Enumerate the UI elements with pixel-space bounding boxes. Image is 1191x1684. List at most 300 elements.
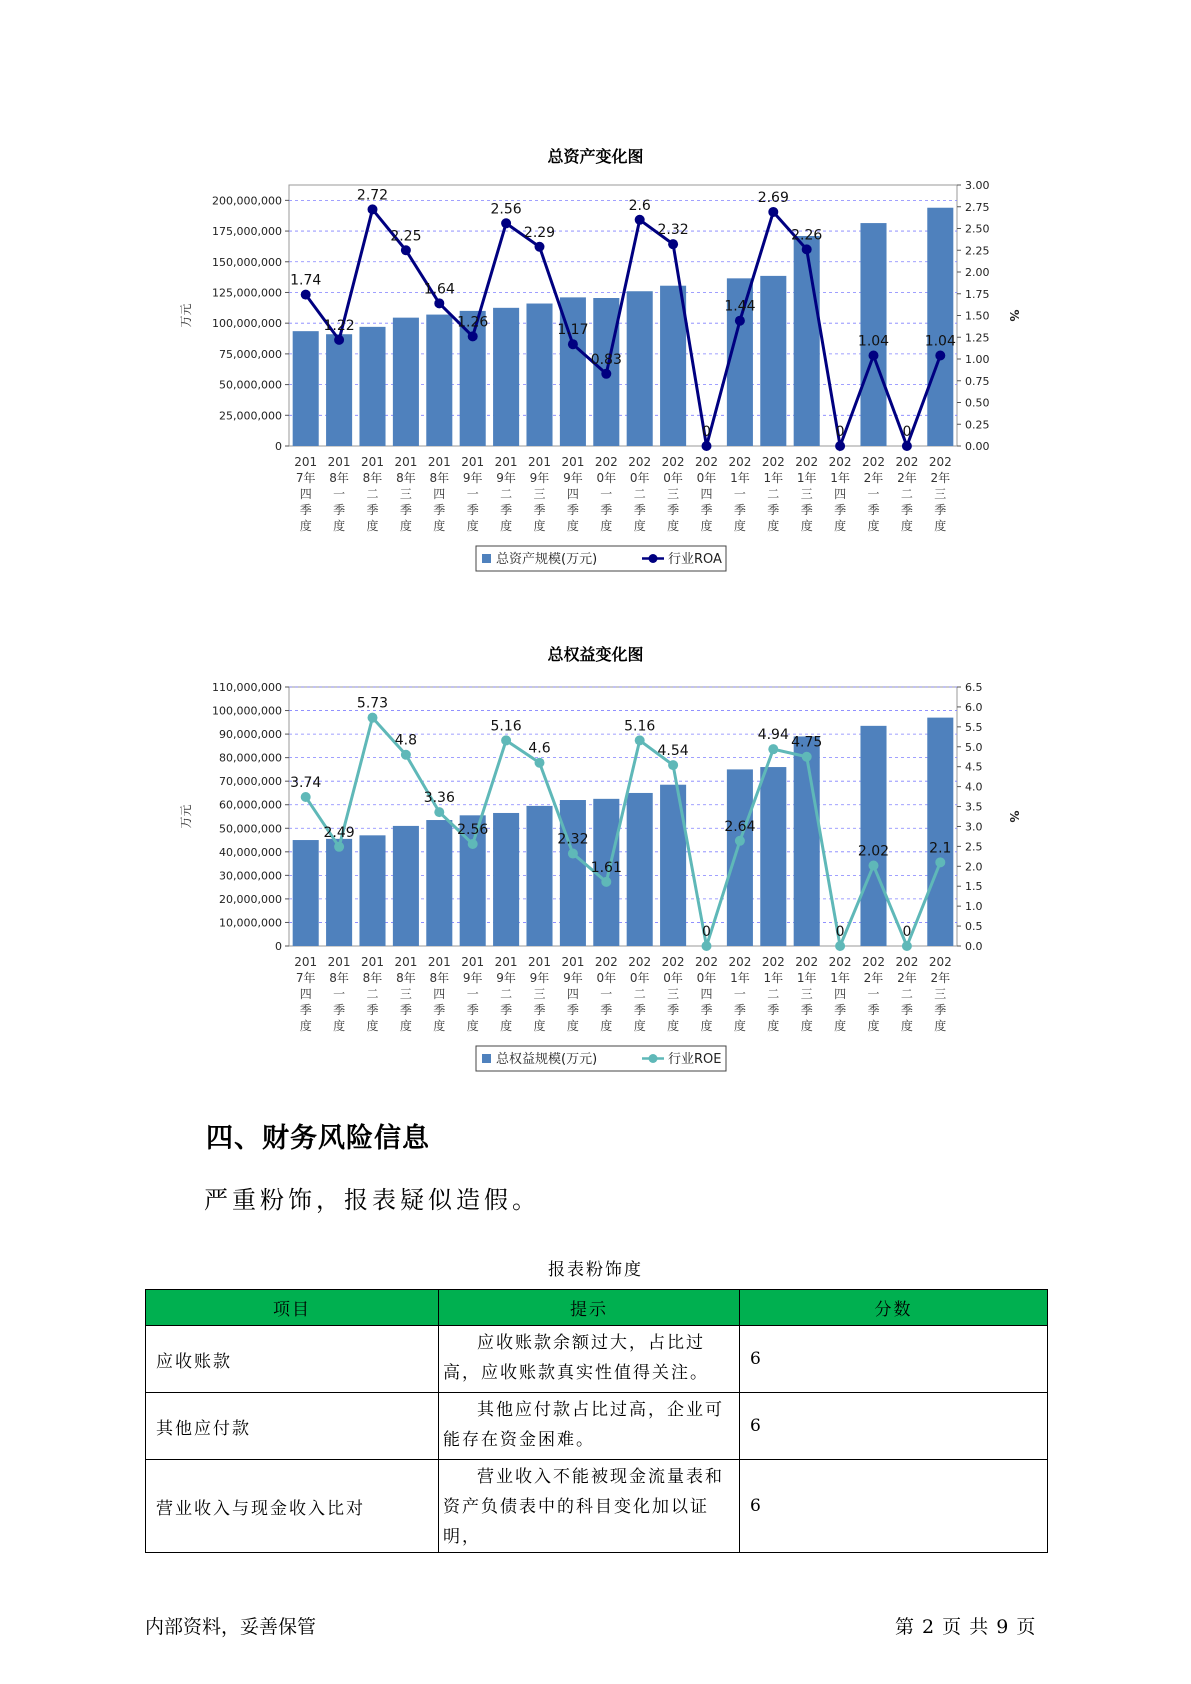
data-label: 2.6 [628, 197, 651, 214]
x-tick-label: 0年 [696, 471, 717, 485]
y-tick-label: 50,000,000 [219, 378, 282, 392]
risk-table [145, 1289, 1048, 1553]
row-score: 6 [740, 1326, 1048, 1393]
x-tick-label: 201 [394, 955, 418, 969]
bar [560, 800, 586, 946]
x-tick-label: 8年 [362, 971, 383, 985]
data-label: 5.73 [356, 695, 389, 712]
x-tick-label: 202 [828, 955, 852, 969]
x-tick-label: 季 [399, 1003, 412, 1017]
data-label: 4.75 [791, 734, 823, 751]
x-tick-label: 四 [433, 487, 446, 501]
x-tick-label: 2年 [863, 971, 884, 985]
x-tick-label: 8年 [329, 971, 349, 985]
x-tick-label: 0年 [596, 971, 617, 985]
x-tick-label: 度 [399, 519, 412, 533]
x-tick-label: 201 [427, 955, 451, 969]
x-tick-label: 0年 [629, 471, 650, 485]
table-row [146, 1326, 1048, 1393]
x-tick-label: 季 [934, 503, 947, 517]
y-tick-label: 20,000,000 [219, 892, 282, 906]
x-tick-label: 季 [600, 503, 613, 517]
y2-axis-label: % [1007, 309, 1021, 322]
data-label: 2.26 [791, 227, 823, 244]
header-hint: 提示 [439, 1290, 740, 1326]
x-tick-label: 一 [867, 987, 880, 1001]
x-tick-label: 季 [800, 1003, 813, 1017]
line-point [902, 941, 912, 951]
bar [794, 736, 820, 946]
x-tick-label: 201 [461, 455, 485, 469]
line-point [434, 807, 444, 817]
x-tick-label: 201 [528, 455, 551, 469]
x-tick-label: 度 [533, 1019, 546, 1033]
data-label: 2.49 [323, 824, 355, 841]
row-hint: 营业收入不能被现金流量表和资产负债表中的科目变化加以证明， [439, 1460, 740, 1553]
line-point [768, 744, 778, 754]
line-point [535, 758, 545, 768]
x-tick-label: 0年 [663, 471, 683, 485]
x-tick-label: 201 [294, 455, 318, 469]
x-tick-label: 0年 [696, 971, 717, 985]
x-tick-label: 201 [561, 455, 585, 469]
bar [727, 769, 753, 946]
x-tick-label: 202 [828, 455, 852, 469]
bar [293, 840, 319, 946]
data-label: 2.64 [724, 818, 756, 835]
x-tick-label: 202 [695, 455, 718, 469]
x-tick-label: 三 [934, 487, 947, 501]
x-tick-label: 季 [767, 1003, 780, 1017]
y-tick-label: 150,000,000 [212, 255, 282, 269]
x-tick-label: 度 [767, 1019, 780, 1033]
header-score: 分数 [740, 1290, 1048, 1326]
x-tick-label: 一 [466, 487, 479, 501]
x-tick-label: 1年 [830, 971, 850, 985]
y2-tick-label: 0.5 [965, 920, 983, 934]
x-tick-label: 三 [800, 487, 813, 501]
data-label: 2.02 [857, 843, 890, 860]
bar [359, 835, 385, 946]
y-tick-label: 110,000,000 [212, 681, 282, 694]
x-tick-label: 9年 [462, 471, 483, 485]
x-tick-label: 季 [633, 1003, 646, 1017]
line-point [468, 839, 478, 849]
x-tick-label: 9年 [563, 971, 583, 985]
x-tick-label: 201 [494, 455, 518, 469]
data-label: 4.54 [657, 743, 689, 760]
x-tick-label: 四 [299, 487, 312, 501]
x-tick-label: 季 [733, 1003, 746, 1017]
x-tick-label: 二 [366, 487, 379, 501]
bar [293, 331, 319, 446]
y2-tick-label: 0.00 [965, 440, 990, 453]
x-tick-label: 202 [895, 455, 919, 469]
line-point [768, 207, 778, 217]
data-label: 2.29 [523, 224, 556, 241]
data-label: 1.44 [724, 298, 756, 315]
x-tick-label: 0年 [596, 471, 617, 485]
x-tick-label: 度 [733, 1019, 746, 1033]
x-tick-label: 季 [466, 1003, 479, 1017]
data-label: 2.69 [757, 189, 789, 206]
x-tick-label: 三 [399, 487, 412, 501]
data-label: 0 [702, 924, 711, 940]
x-tick-label: 1年 [830, 471, 850, 485]
data-label: 1.17 [557, 322, 589, 339]
table-row [146, 1393, 1048, 1460]
y-tick-label: 50,000,000 [219, 822, 282, 836]
x-tick-label: 季 [667, 1003, 680, 1017]
x-tick-label: 季 [566, 503, 579, 517]
x-tick-label: 季 [633, 503, 646, 517]
x-tick-label: 季 [333, 1003, 346, 1017]
chart2-title: 总权益变化图 [547, 645, 644, 664]
x-tick-label: 9年 [563, 471, 583, 485]
x-tick-label: 201 [394, 455, 418, 469]
x-tick-label: 季 [366, 1003, 379, 1017]
y-tick-label: 0 [275, 940, 282, 953]
x-tick-label: 季 [867, 503, 880, 517]
line-point [668, 760, 678, 770]
x-tick-label: 季 [299, 1003, 312, 1017]
line-point [735, 316, 745, 326]
x-tick-label: 202 [928, 955, 952, 969]
x-tick-label: 9年 [529, 471, 550, 485]
x-tick-label: 度 [533, 519, 546, 533]
row-score: 6 [740, 1460, 1048, 1553]
row-hint: 其他应付款占比过高，企业可能存在资金困难。 [439, 1393, 740, 1460]
x-tick-label: 2年 [930, 971, 951, 985]
legend-bar-swatch [482, 1054, 491, 1063]
line-point [735, 836, 745, 846]
legend-bar-label: 总权益规模(万元) [496, 1052, 598, 1067]
y2-tick-label: 0.25 [965, 418, 990, 432]
section-paragraph: 严重粉饰，报表疑似造假。 [204, 1186, 540, 1214]
bar [794, 236, 820, 446]
data-label: 2.56 [457, 821, 489, 838]
row-item: 营业收入与现金收入比对 [146, 1460, 439, 1553]
x-tick-label: 202 [862, 955, 885, 969]
y2-tick-label: 2.5 [965, 840, 983, 854]
line-point [835, 941, 845, 951]
line-point [401, 750, 411, 760]
y2-tick-label: 1.25 [965, 331, 990, 345]
line-point [334, 842, 344, 852]
bar [326, 839, 352, 946]
line-point [334, 335, 344, 345]
x-tick-label: 度 [399, 1019, 412, 1033]
line-point [368, 713, 378, 723]
x-tick-label: 三 [667, 987, 680, 1001]
x-tick-label: 四 [834, 987, 847, 1001]
line-point [668, 239, 678, 249]
y2-tick-label: 1.5 [965, 880, 983, 894]
data-label: 1.04 [924, 333, 956, 350]
line-point [368, 204, 378, 214]
x-tick-label: 7年 [295, 471, 316, 485]
x-tick-label: 度 [633, 1019, 646, 1033]
x-tick-label: 202 [628, 455, 652, 469]
x-tick-label: 度 [700, 1019, 713, 1033]
x-tick-label: 度 [934, 1019, 947, 1033]
x-tick-label: 四 [700, 987, 713, 1001]
x-tick-label: 季 [767, 503, 780, 517]
x-tick-label: 度 [299, 1019, 312, 1033]
x-tick-label: 9年 [462, 971, 483, 985]
line-point [902, 441, 912, 451]
line-point [935, 351, 945, 361]
x-tick-label: 一 [466, 987, 479, 1001]
data-label: 0 [835, 424, 845, 440]
y2-tick-label: 2.0 [965, 860, 983, 874]
legend-line-marker [649, 1054, 658, 1063]
x-tick-label: 季 [900, 503, 913, 517]
bar [660, 286, 686, 446]
x-tick-label: 度 [900, 1019, 913, 1033]
data-label: 2.1 [929, 840, 952, 857]
y-tick-label: 125,000,000 [212, 286, 282, 300]
x-tick-label: 2年 [897, 471, 917, 485]
bar [493, 813, 519, 946]
x-tick-label: 度 [733, 519, 746, 533]
data-label: 2.56 [490, 201, 522, 218]
x-tick-label: 二 [633, 487, 646, 501]
y2-tick-label: 2.00 [965, 266, 990, 279]
x-tick-label: 度 [800, 519, 813, 533]
x-tick-label: 度 [633, 519, 646, 533]
data-label: 0.83 [590, 351, 622, 368]
x-tick-label: 季 [667, 503, 680, 517]
bar [359, 327, 385, 446]
x-tick-label: 201 [294, 955, 318, 969]
bar [760, 276, 786, 446]
y2-tick-label: 2.25 [965, 244, 990, 258]
x-tick-label: 202 [761, 955, 785, 969]
y-tick-label: 60,000,000 [219, 798, 282, 812]
x-tick-label: 季 [800, 503, 813, 517]
y-tick-label: 30,000,000 [219, 869, 282, 883]
header-item: 项目 [146, 1290, 439, 1326]
x-tick-label: 202 [728, 955, 752, 969]
x-tick-label: 8年 [396, 971, 416, 985]
x-tick-label: 9年 [496, 971, 516, 985]
y-tick-label: 175,000,000 [212, 225, 282, 239]
y2-tick-label: 5.5 [965, 720, 983, 734]
x-tick-label: 9年 [496, 471, 516, 485]
x-tick-label: 三 [934, 987, 947, 1001]
x-tick-label: 季 [834, 503, 847, 517]
y2-tick-label: 0.75 [965, 374, 990, 388]
bar [927, 718, 953, 946]
x-tick-label: 一 [333, 987, 346, 1001]
y-tick-label: 0 [275, 440, 282, 453]
x-tick-label: 一 [733, 487, 746, 501]
x-tick-label: 三 [800, 987, 813, 1001]
x-tick-label: 201 [461, 955, 485, 969]
data-label: 5.16 [624, 718, 656, 735]
x-tick-label: 度 [466, 519, 479, 533]
x-tick-label: 度 [366, 1019, 379, 1033]
x-tick-label: 2年 [930, 471, 951, 485]
y2-axis-label: % [1007, 810, 1021, 823]
x-tick-label: 四 [834, 487, 847, 501]
x-tick-label: 四 [566, 987, 579, 1001]
data-label: 2.25 [390, 228, 422, 245]
x-tick-label: 201 [327, 455, 351, 469]
y-axis-label: 万元 [179, 804, 193, 829]
legend-line-marker [649, 554, 658, 563]
x-tick-label: 四 [566, 487, 579, 501]
y2-tick-label: 1.00 [965, 353, 990, 366]
line-point [869, 351, 879, 361]
y2-tick-label: 4.0 [965, 780, 983, 794]
y2-tick-label: 1.75 [965, 287, 990, 301]
data-label: 4.94 [757, 727, 789, 744]
bar [493, 308, 519, 446]
line-point [635, 735, 645, 745]
x-tick-label: 季 [867, 1003, 880, 1017]
x-tick-label: 8年 [396, 471, 416, 485]
x-tick-label: 季 [733, 503, 746, 517]
x-tick-label: 202 [862, 455, 885, 469]
line-point [401, 245, 411, 255]
x-tick-label: 1年 [763, 471, 784, 485]
x-tick-label: 2年 [863, 471, 884, 485]
x-tick-label: 1年 [796, 471, 817, 485]
data-label: 1.22 [323, 317, 355, 334]
line-point [501, 735, 511, 745]
x-tick-label: 二 [900, 987, 913, 1001]
x-tick-label: 1年 [763, 971, 784, 985]
x-tick-label: 季 [533, 503, 546, 517]
legend-bar-label: 总资产规模(万元) [496, 552, 598, 567]
x-tick-label: 季 [600, 1003, 613, 1017]
x-tick-label: 三 [533, 487, 546, 501]
x-tick-label: 季 [500, 1003, 513, 1017]
line-point [535, 242, 545, 252]
bar [627, 793, 653, 946]
x-tick-label: 202 [594, 455, 618, 469]
data-label: 2.72 [356, 187, 389, 204]
x-tick-label: 201 [361, 455, 384, 469]
x-tick-label: 201 [327, 955, 351, 969]
y2-tick-label: 3.00 [965, 179, 990, 192]
x-tick-label: 8年 [429, 971, 450, 985]
x-tick-label: 二 [500, 487, 513, 501]
legend-line-label: 行业ROA [668, 552, 722, 567]
data-label: 4.8 [394, 732, 418, 749]
x-tick-label: 二 [633, 987, 646, 1001]
data-label: 2.32 [657, 222, 689, 239]
data-label: 4.6 [528, 740, 551, 757]
bar [393, 826, 419, 946]
x-tick-label: 202 [795, 455, 819, 469]
data-label: 1.04 [857, 333, 890, 350]
line-point [835, 441, 845, 451]
x-tick-label: 201 [528, 955, 551, 969]
line-point [301, 290, 311, 300]
x-tick-label: 8年 [329, 471, 349, 485]
x-tick-label: 季 [900, 1003, 913, 1017]
y2-tick-label: 3.5 [965, 800, 983, 814]
footer-confidential: 内部资料，妥善保管 [145, 1616, 317, 1638]
y2-tick-label: 4.5 [965, 760, 983, 774]
x-tick-label: 201 [561, 955, 585, 969]
data-label: 0 [902, 924, 912, 940]
x-tick-label: 度 [834, 519, 847, 533]
x-tick-label: 度 [333, 519, 346, 533]
x-tick-label: 度 [667, 1019, 680, 1033]
data-label: 1.26 [457, 314, 489, 331]
total-equity-chart [0, 670, 1191, 1095]
x-tick-label: 季 [700, 1003, 713, 1017]
x-tick-label: 0年 [629, 971, 650, 985]
data-label: 3.36 [423, 790, 455, 807]
x-tick-label: 二 [500, 987, 513, 1001]
bar [860, 726, 886, 946]
x-tick-label: 一 [867, 487, 880, 501]
line-point [869, 861, 879, 871]
x-tick-label: 度 [600, 1019, 613, 1033]
y2-tick-label: 0.0 [965, 940, 983, 953]
plot-frame [289, 185, 957, 446]
y2-tick-label: 1.50 [965, 309, 990, 323]
bar [326, 334, 352, 446]
x-tick-label: 季 [433, 1003, 446, 1017]
x-tick-label: 季 [333, 503, 346, 517]
line-point [434, 298, 444, 308]
bar [526, 806, 552, 946]
x-tick-label: 0年 [663, 971, 683, 985]
x-tick-label: 季 [533, 1003, 546, 1017]
bar [760, 767, 786, 946]
data-label: 5.16 [490, 718, 522, 735]
x-tick-label: 1年 [796, 971, 817, 985]
y2-tick-label: 5.0 [965, 740, 983, 754]
x-tick-label: 202 [695, 955, 718, 969]
x-tick-label: 季 [366, 503, 379, 517]
x-tick-label: 度 [700, 519, 713, 533]
table-caption: 报表粉饰度 [548, 1260, 643, 1280]
y2-tick-label: 2.75 [965, 200, 990, 214]
x-tick-label: 度 [834, 1019, 847, 1033]
x-tick-label: 一 [733, 987, 746, 1001]
x-tick-label: 202 [594, 955, 618, 969]
y2-tick-label: 0.50 [965, 396, 990, 410]
x-tick-label: 度 [466, 1019, 479, 1033]
y-tick-label: 100,000,000 [212, 317, 282, 331]
data-label: 1.74 [290, 272, 322, 289]
x-tick-label: 二 [366, 987, 379, 1001]
data-label: 1.64 [423, 281, 455, 298]
row-item: 应收账款 [146, 1326, 439, 1393]
x-tick-label: 1年 [730, 471, 750, 485]
x-tick-label: 三 [667, 487, 680, 501]
x-tick-label: 8年 [362, 471, 383, 485]
line-point [601, 877, 611, 887]
table-header-row [146, 1290, 1048, 1326]
row-item: 其他应付款 [146, 1393, 439, 1460]
x-tick-label: 二 [767, 987, 780, 1001]
line-point [635, 215, 645, 225]
y-tick-label: 80,000,000 [219, 751, 282, 765]
line-point [935, 857, 945, 867]
data-label: 0 [702, 424, 711, 440]
line-point [568, 849, 578, 859]
x-tick-label: 度 [900, 519, 913, 533]
x-tick-label: 季 [299, 503, 312, 517]
